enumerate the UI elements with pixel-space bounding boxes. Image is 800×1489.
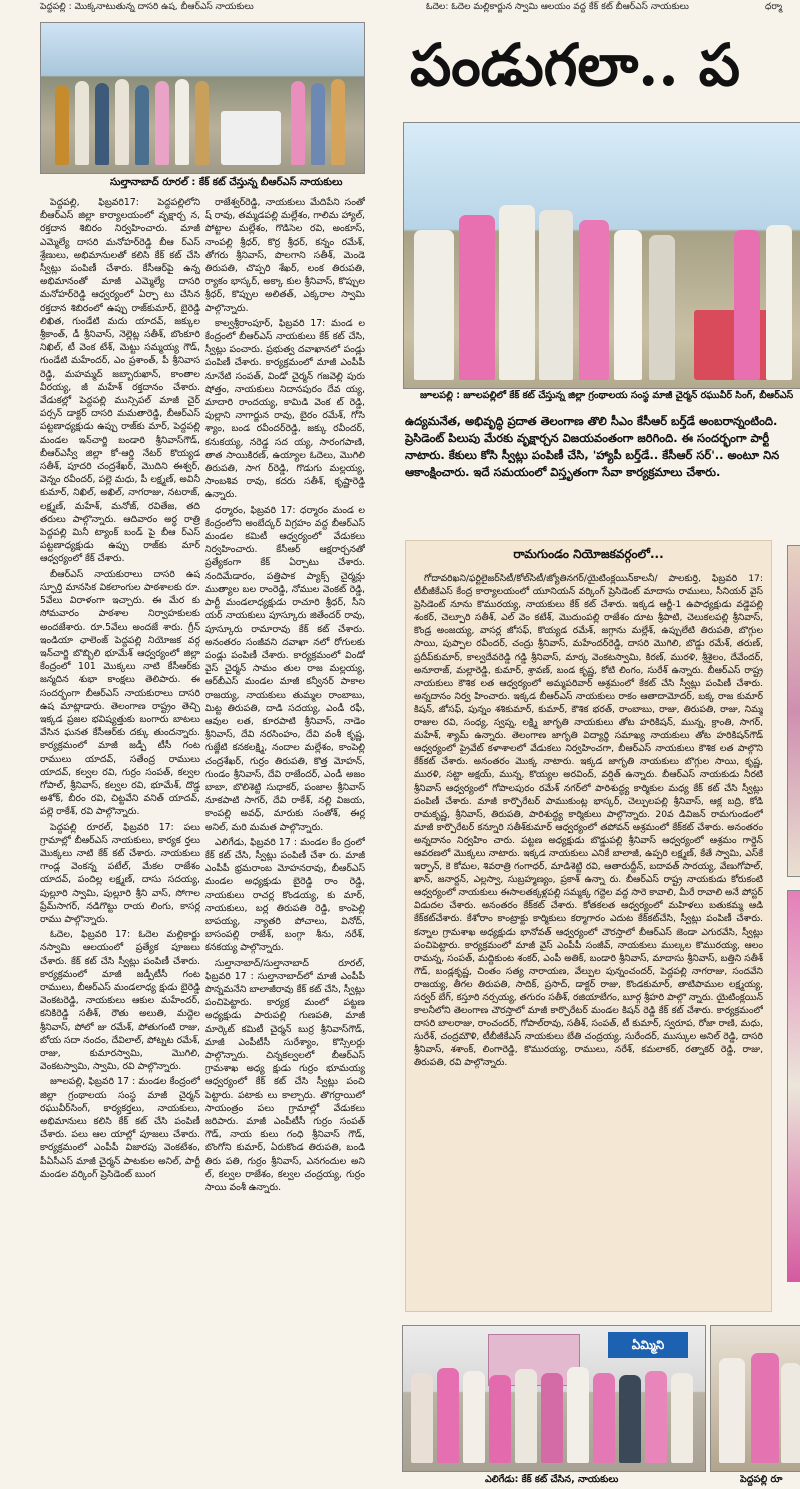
page-top-captions	[0, 0, 800, 14]
left-photo-caption: సుల్తానాబాద్ రూరల్ : కేక్ కట్ చేస్తున్న బీఆర్ఎస్ నాయకులు	[110, 177, 343, 188]
lead-line: ఆకాంక్షించారు. ఇదే సమయంలో విస్తృతంగా సేవా కార్యక్రమాలు చేశారు.	[405, 465, 721, 479]
col1-paragraph: బీఆర్ఎస్ నాయకురాలు దాసరి ఉష స్ఫూర్తి మానసిక వికలాంగుల పాఠశాలకు రూ. 5వేలు విరాళంగా ఇచ్చారు. ఈ మేర కు సోమవారం పాఠశాల నిర్వాహకులకు అందజేశారు. రూ.5వేలు అందజే శారు. గ్రీన్ ఇండియా ఛాలెంజ్ పెద్దపల్లి నియోజక వర్గ ఇన్‌చార్జి బొబ్బిలి భూమేశ్ ఆధ్వర్యంలో జిల్లా కేంద్రంలో 101 మొక్కలు నాటి కేసీఆర్‌కు జన్మదిన శుభా కాంక్షలు తెలిపారు. ఈ సందర్భంగా బీఆర్ఎస్ నాయకురాలు దాసరి ఉష మాట్లాడారు. తెలంగాణ రాష్ట్రం తెచ్చి ఇక్కడ ప్రజల భవిష్యత్తుకు బంగారు బాటలు వేసిన ఘనత కేసీఆర్‌కు దక్కు తుందన్నారు. కార్యక్రమంలో మాజీ జడ్పీ టీసీ గంట రాములు యాదవ్, సతేంద్ర రాములు యాదవ్, కల్వల రవి, గుర్రం సంపత్, కల్వల గోపాల్, శ్రీనివాస్, కల్వల రవి, భూమేశ్, దొడ్డ అశోక్, బీరం రవి, చిట్టవేని వనిత్ యాదవ్, పల్లె రాకేశ్, రవి పాల్గొన్నారు.	[40, 568, 200, 818]
col1-paragraph: జూలపల్లి, ఫిబ్రవరి 17 : మండల కేంద్రంలో జిల్లా గ్రంథాలయ సంస్థ మాజీ చైర్మన్ రఘువీర్‌సింగ్, కార్యకర్తలు, నాయకులు, అభిమానులు కలిసి కేక్ కట్ చేసి పంపిణీ చేశారు. పలు ఆల యాల్లో పూజలు చేశారు. కార్యక్రమంలో ఎంపీపీ విజారపు వెంకటేశం, పీఏసీఎస్ మాజీ చైర్మన్ పాటకుల అనిల్, పార్టీ మండల వర్కింగ్ ప్రెసిడెంట్ బుంగ	[40, 1076, 200, 1180]
col2-paragraph: ఎలిగేడు, ఫిబ్రవరి 17 : మండల కేం ద్రంలో కేక్ కట్ చేసి, స్వీట్లు పంపిణీ చేశా రు. మాజీ ఎంపీపీ భ్రమరాంబ మోహనరావు, బీఆర్ఎస్ మండల అధ్యక్షుడు బైరెడ్డి రాం రెడ్డి, నాయకులు రాచర్ల కొండయ్య, కు మార్, నాయకులు, బర్ల తిరుపతి రెడ్డి, కాంపెల్లి బాపయ్య, న్యాతరి పోచాలు, వినోద్, బాసంపల్లి రాజేశ్, బంగ్గా శీను, నరేశ్, కనకయ్య పాల్గొన్నారు.	[205, 836, 365, 954]
lead-line: నాటారు. కేకులు కోసి స్వీట్లు పంపిణీ చేసి, 'హ్యాపీ బర్త్‌డే.. కేసీఆర్ సర్'.. అంటూ నిన	[405, 448, 780, 462]
col1-paragraph: పెద్దపల్లి రూరల్, ఫిబ్రవరి 17: పలు గ్రామాల్లో బీఆర్ఎస్ నాయకులు, కార్యక ర్తలు మొక్కలు నాటి కేక్ కట్ చేశారు. నాయకులు గాండ్ల వెంకన్న పటేల్, మేకల రాజేశం యాదవ్, పందిల్ల లక్ష్మణ్, దాసు సదయ్య, పుల్లూరి స్వామి, పుల్లూరి శ్రీని వాస్, సోగాల ప్రేమ్‌సాగర్, నడిగొట్టు రాయ లింగు, కాసర్ల రాము పాల్గొన్నారు.	[40, 821, 200, 925]
left-photo	[40, 22, 365, 174]
top-caption-center: ఓదెల: ఓదెల మల్లికార్జున స్వామి ఆలయం వద్ద కేక్ కట్ బీఆర్ఎస్ నాయకులు	[426, 2, 689, 12]
col1-paragraph: ఓదెల, ఫిబ్రవరి 17: ఓదెల మల్లికార్జు నస్వామి ఆలయంలో ప్రత్యేక పూజలు చేశారు. కేక్ కట్ చేసి స్వీట్లు పంపిణీ చేశారు. కార్యక్రమంలో మాజీ జడ్పీటీసీ గంట రాములు, బీఆర్ఎస్ మండలాధ్య క్షుడు బైరెడ్డి వెంకటరెడ్డి, నాయకులు ఆకుల మహేందర్, కనికిరెడ్డి సతీశ్, రౌతు అలుతి, మద్దెల శ్రీనివాస్, పోలో జు రమేశ్, పోతుగంటి రాజు, బోయ సదా నందం, దేవిలాల్, పోట్నట రమేశ్, రాజు, కుమారస్వామి, మొగిలి, వెంకటస్వామి, స్వామి, రవి పాల్గొన్నారు.	[40, 929, 200, 1073]
top-caption-left: పెద్దపల్లి : మొక్కనాటుతున్న దాసరి ఉష, బీఆర్ఎస్ నాయకులు	[40, 2, 254, 12]
shop-signboard: ఏమ్మిని	[608, 1332, 688, 1358]
main-photo-caption: జూలపల్లి : జూలపల్లిలో కేక్ కట్ చేస్తున్న జిల్లా గ్రంథాలయ సంస్థ మాజీ చైర్మన్ రఘువీర్ సింగ్, బీఆర్ఎస్	[420, 390, 794, 401]
col2-paragraph: సుల్తానాబాద్/సుల్తానాబాద్ రూరల్, ఫిబ్రవరి 17 : సుల్తానాబాద్‌లో మాజీ ఎంపీపీ పొన్నమనేని బాలాజీరావు కేక్ కట్ చేసి, స్వీట్లు పంచిపెట్టారు. కార్యక్ర మంలో పట్టణ అధ్యక్షుడు పారుపల్లి గుణపతి, మాజీ మార్కెట్ కమిటీ చైర్మన్ బుర్ర శ్రీనివాస్‌గౌడ్, మాజీ ఎంపీటీసీ సురేశ్యాం, కొస్సిలర్లు పాల్గొన్నారు. చిన్నకల్వలలో బీఆర్ఎస్ గ్రామశాఖ అధ్య క్షుడు గుర్రం భూమయ్య ఆధ్వర్యంలో కేక్ కట్ చేసి స్వీట్లు పంచి పెట్టారు. పటాకు లు కాల్చారు. తొగర్రాయిలో సాయంత్రం పలు గ్రామాల్లో వేడుకలు జరిపారు. మాజీ ఎంపీటీసీ గుర్రం సంపత్ గౌడ్, నాయ కులు గంధి శ్రీనివాస్ గౌడ్, బొంగోని కుమార్, ఏరుకొండ తిరుపతి, బండి తిరు పతి, గుర్రం శ్రీనివాస్, ఎనగందుల అని ల్, కల్వల రాజేశం, కల్వల చంద్రయ్య, గుర్రం సాయి వంశీ ఉన్నారు.	[205, 957, 365, 1194]
col2-paragraph: ధర్మారం, ఫిబ్రవరి 17: ధర్మారం మండ ల కేంద్రంలోని అంబేద్కర్ విగ్రహం వద్ద బీఆర్ఎస్ మండల కమిటీ ఆధ్వర్యంలో వేడుకలు నిర్వహించారు. కేసీఆర్ ఆక్షరార్చనతో ప్రత్యేకంగా కేక్ ఏర్పాటు చేశారు. నందిమేడారం, పత్తిపాక ప్యాక్స్ చైర్మన్లు ముత్యాల బల రాంరెడ్డి, నోముల వెంకట్ రెడ్డి, పార్టీ మండలాధ్యక్షుడు రాచూరి శ్రీధర్, సీని యర్ నాయకులు పూస్కూరు జితేందర్ రావు, పూస్కూరు రామారావు కేక్ కట్ చేశారు. అనంతరం సంజీవని దవాఖా నలో రోగులకు పండ్లు పంపిణీ చేశారు. కార్యక్రమంలో విండో వైస్ చైర్మన్ సామం తుల రాజ మల్లయ్య, ఆర్‌బీఎస్ మండల మాజీ కన్వీనర్ పాకాల రాజయ్య, నాయకులు తుమ్మల రాంబాబు, మిట్ట తిరుపతి, దాడి సదయ్య, ఎండీ రఫీ, ఆవుల లత, కూరపాటి శ్రీనివాస్, నాడెం శ్రీనివాస్, దేవి నరసింహం, దేవి వంశీ కృష్ణ, గుజ్జేటి కనకలక్ష్మి, నందాల మల్లేశం, కాంపెల్లి చంద్రశేఖర్, గుర్రం తిరుపతి, కొత్త మోహన్, గుండం శ్రీనివాస్, దేవి రాజేందర్, ఎండీ అజం బాబా, బొలిశెట్టి సుధాకర్, పంజాల శ్రీనివాస్ నూకపాటి సాగర్, దేవి రాకేశ్, నల్లి విజయ, కాంపల్లి అవధ్, మారుకు సంతోశ్, ఈర్ల అనిల్, మరి మమత పాల్గొన్నారు.	[205, 504, 365, 833]
col2-paragraph: కాల్వశ్రీరాంపూర్, ఫిబ్రవరి 17: మండ ల కేంద్రంలో బీఆర్ఎస్ నాయకులు కేక్ కట్ చేసి, స్వీట్లు పంచారు. ప్రభుత్వ దవాఖానలో పండ్లు పంపిణీ చేశారు. కార్యక్రమంలో మాజీ ఎంపీపీ నూనేటి సంపత్, విండో చైర్మన్ గజవెల్లి పురు షోత్తం, నాయకులు నిదానపురం దేవ య్య, మాదారి రాందయ్య, కామిడి వెంక ట్ రెడ్డి, పుల్లాని నాగార్జున రావు, బైరం రమేశ్, గోసి శ్యాం, బండ రవీందర్‌రెడ్డి, జక్కు రవీందర్, కనుకయ్య, నరెడ్డ సద య్య, సారంగపాణి, తాత సాయికిరణ్, ఉయ్యాల ఓదెలు, మొగిలి తిరుపతి, సాగ ర్‌రెడ్డి, గొడుగు మల్లయ్య, సాంబశివ రావు, కదరు సతీశ్, కృష్ణారెడ్డి ఉన్నారు.	[205, 317, 365, 501]
main-headline: పండుగలా.. ప	[410, 31, 740, 99]
lead-paragraph	[405, 413, 800, 523]
article-column-1	[40, 196, 200, 1486]
main-photo	[403, 122, 800, 389]
box-paragraph: గోదావరిఖని/ఫర్టిలైజర్‌సిటీ/కోల్‌సిటీ/జ్యోతినగర్/యైటింక్లయిన్‌కాలనీ/ పాలకుర్తి, ఫిబ్రవరి 17: టీబీజీకేఎస్ కేంద్ర కార్యాలయంలో యూనియన్ వర్కింగ్ ప్రెసిడెంట్ మాదాసు రాములు, సీనియర్ వైస్ ప్రెసిడెంట్ నూను కొమురయ్య, నాయకులు కేక్ కట్ చేశారు. ఇక్కడ ఆర్జీ-1 ఉపాధ్యక్షుడు వడ్డెపల్లి శంకర్, చెల్పూరి సతీశ్, ఎల్ వెం కటేశ్, మొదుంపల్లి రాజేశం దూట శ్రీపాటి, చెలుకలపల్లి శ్రీనివాస్, కొండ్ర అంజయ్య, వాసర్ల జోసఫ్, కొయ్యడ రమేశ్, జగ్గాను మల్లేశ్, ఉప్పులేటి తిరుపతి, బొగ్గుల సాయి, పుప్పాల రవీందర్, చంద్రు శ్రీనివాస్, మహేందర్‌రెడ్డి, దాసరి మొగిలి, బొడ్డు రమేశ్, తరుణ్, ప్రదీప్‌కుమార్, కాల్వదేవరెడ్డి గడ్డి శ్రీనివాస్, మార్క వెంకటస్వామి, కిరణ్, మురళి, శ్రీశైలం, దేవేందర్, అనూరాజ్, మల్లారెడ్డి, కుమార్, శ్రావణ్, బండ కృష్ణ, కోటి లింగం, సురేశ్ ఉన్నారు. బీఆర్ఎస్ రాష్ట్ర నాయకులు కౌశిక లత ఆధ్వర్యంలో అమ్మపరివార్ ఆశ్రమంలో కేకట్ చేసి స్వీట్లు పంపిణీ చేశారు. అన్నదానం నిర్వ హించారు. ఇక్కడ బీఆర్ఎస్ నాయకులు రాకం ఆతాదామోదర్, బక్క రాజ కుమార్ కిషన్, జోసఫ్, పున్నం శశికుమార్, కుమార్, కౌశిక భరత్, రాంబాబు, రాజు, తిరుపతి, రాజు, నిమ్మ రాజుల రవి, సంధ్య, స్వప్న, లక్ష్మి జాగృతి నాయకులు తోట హరికిషన్, మున్న, క్రాంతి, సాగర్, మహేశ్, శ్యామ్ ఉన్నారు. తెలంగాణ జాగృతి విద్యార్థి సమాఖ్య నాయకులు తోట హరికిషన్‌గౌడ్ ఆధ్వర్యంలో ప్రైవేట్ కళాశాలలో వేడుకలు నిర్వహించగా, బీఆర్ఎస్ నాయకులు కౌశిక లత పాల్గొని కేక్‌కట్ చేశారు. అనంతరం మొక్క నాటారు. ఇక్కడ జాగృతి నాయకులు బొగ్గుల సాయి, కృష్ణ, మురళి, సట్టా అక్షయ్, మున్న, కొయ్యల అరవింద్, వర్షిత్ ఉన్నారు. బీఆర్ఎస్ నాయకుడు నీరటి శ్రీనివాస్ ఆధ్వర్యంలో గోపాలపురం రమేశ్ నగర్‌లో పారిశుద్ధ్య కార్మికుల మధ్య కేక్ కట్ చేసి స్వీట్లు పంపిణీ చేశారు. మాజీ కార్పొరేటర్ పాముకుంట్ల భాస్కర్, చెల్పులపల్లి శ్రీనివాస్, ఆక్ల బద్రి, కోడి రామకృష్ణ, శ్రీనివాస్, తిరుపతి, పారిశుద్ధ్య కార్మికులు పాల్గొన్నారు. 20వ డివిజన్ రామగుండంలో మాజీ కార్పొరేటర్ కన్నూరి సతీశ్‌కుమార్ ఆధ్వర్యంలో తపోవన్ ఆశ్రమంలో కేక్‌కట్ చేశారు. అనంతరం అన్నదానం నిర్వహిం చారు. పట్టణ అధ్యక్షుడు బొడ్డుపల్లి శ్రీనివాస్ ఆధ్వర్యంలో ఆశ్రమం గార్డెన్ ఆవరణలో మొక్కలు నాటారు. ఇక్కడ నాయకులు ఎనికే బాలాజీ, ఉప్పరి లక్ష్మణ్, కేతే స్వామి, ఎస్‌కే ఇర్ఫాన్, కె కోమల, శివరాత్రి గంగాధర్, మాడిశెట్టి రవి, ఆతారుద్దీన్, బదావత్ సారయ్య, వేణుగోపాల్, ఖాన్, జనార్దన్, ఎల్లస్వా, సుబ్రహ్మణ్యం, ప్రకాశ్ ఉన్నా రు. బీఆర్ఎస్ రాష్ట్ర నాయకుడు కోరుకంటి ఆధ్వర్యంలో నాయకులు ఈసాలతక్కళ్లపల్లి సమ్మక్క గద్దెల వద్ద సారె కావాలి, మీరే రావాలి అనే పోస్టర్ విడుదల చేశారు. అనంతరం కేక్‌కట్ చేశారు. కోతకలత ఆధ్వర్యంలో మహిళలు బతుకమ్మ ఆడి కేక్‌కట్‌చేశారు. కేశోరాం కాంట్రాక్టు కార్మికులు కర్మాగారం ఎదుట కేక్‌కట్‌చేసి, స్వీట్లు పంపిణీ చేశారు. కన్నాల గ్రామశాఖ అధ్యక్షుడు భానోవత్ ఆధ్వర్యంలో చౌరస్తాలో బీఆర్ఎస్ జెండా ఎగురవేసి, స్వీట్లు పంచిపెట్టారు. కార్యక్రమంలో మాజీ వైస్ ఎంపీపీ సంజీవ్, నాయకులు ముల్కల కొమురయ్య, ఆలం రామన్న, సంపత్, మద్దికుంట శంకర్, ఎంపీ అతిక్, బండారి శ్రీనివాస్, మాదాసు శ్రీనివాస్, బత్తిని సతీశ్ గౌడ్, బండ్లకృష్ణ, చింతం సత్య నారాయణ, వేల్పుల పున్నంచందర్, పెద్దపల్లి నాగరాజు, సందవేని రాజయ్య, తీగల తిరుపతి, సాదిక్, ప్రసాద్, డాక్టర్ రాజు, కొండకుమార్, తాటిపాముల లక్ష్మయ్య, సర్వర్ బేగ్, కస్తూరి నర్సయ్య, తగురం సతీశ్, రజియాబేగం, బూర్గ శ్రీహరి పాల్గొ న్నారు. యైటింక్లయిన్ కాలనీలోని తెలంగాణ చౌరస్తాలో మాజీ కార్పొరేటర్ మండల కిషన్ రెడ్డి కేక్ కట్ చేశారు. కార్యక్రమంలో దాసరి బాలరాజు, రాంచందర్, గోపాల్‌రావు, సతీశ్, సంపత్, టీ కుమార్, స్వరూప, రోజా రాణి, మధు, సురేశ్, చంద్రమౌళి, టీబీజీకేఎస్ నాయకులు బేతి చంద్రయ్య, సురేందర్, ముస్కుల అనిల్ రెడ్డి, దాసరి శ్రీనివాస్, శశాంక్, లింగారెడ్డి, కొమురయ్య, రాములు, నరేశ్, కమలాకర్, రత్నాకర్ రెడ్డి, రాజు, తిరుపతి, రవి పాల్గొన్నారు.	[414, 573, 763, 1069]
ramagundam-box	[405, 540, 772, 1312]
bottom-right-photo	[710, 1325, 800, 1472]
lead-line: ఉద్యమనేత, అభివృద్ధి ప్రదాత తెలంగాణ తొలి సీఎం కేసీఆర్ బర్త్‌డే అంబరాన్నంటింది.	[405, 414, 778, 428]
box-body	[414, 572, 763, 1072]
right-edge-photo-1	[787, 545, 800, 877]
right-edge-photo-2	[787, 890, 800, 1282]
lead-line: ప్రెసిడెంట్ పిలుపు మేరకు వృక్షార్చన విజయవంతంగా జరిగింది. ఈ సందర్భంగా పార్టీ	[405, 431, 770, 445]
top-caption-right: ధర్మా	[765, 2, 783, 12]
bottom-middle-caption: ఎలిగేడు: కేక్ కట్ చేసిన, నాయకులు	[485, 1474, 619, 1485]
bottom-right-caption: పెద్దపల్లి రూ	[740, 1474, 783, 1485]
box-title: రామగుండం నియోజకవర్గంలో...	[513, 547, 664, 561]
col2-paragraph: రాజేశ్వర్‌రెడ్డి, నాయకులు మేదిపేని సంతో ష్ రావు, తమ్మడపల్లి మల్లేశం, గాలిమ హ్యాల్, పోట్టాల మల్లేశం, గొడిసెల రవి, అంకూస్, నాంపల్లి శ్రీధర్, కొర్ర శ్రీధర్, కన్నం రమేశ్, తోగరు శ్రీనివాస్, పొలగాని సతీశ్, మెండె తిరుపతి, చొప్పరి శేఖర్, లంక తిరుపతి, ర్యాకం భాస్కర్, అక్కా కుల శ్రీనివాస్, కొప్పుల శ్రీధర్, కొప్పుల అలితత్, ఎక్కరాల స్వామి పాల్గొన్నారు.	[205, 197, 365, 314]
col1-paragraph: పెద్దపల్లి, ఫిబ్రవరి17: పెద్దపల్లిలోని బీఆర్ఎస్ జిల్లా కార్యాలయంలో వృక్షార్చ న, రక్తదాన శిబిరం నిర్వహించారు. మాజీ ఎమ్మెల్యే దాసరి మనోహర్‌రెడ్డి బీఆ ర్ఎస్ శ్రేణులు, అభిమానులతో కలిసి కేక్ కట్ చేసి స్వీట్లు పంపిణీ చేశారు. కేసీఆర్‌పై ఉన్న అభిమానంతో మాజీ ఎమ్మెల్యే దాసరి మనోహర్‌రెడ్డి ఆధ్వర్యంలో ఏర్పా టు చేసిన రక్తదాన శిబిరంలో ఉప్పు రాజ్‌కుమార్, బైరెడ్డి లిఖిత, గుండేటి మదు యాదవ్, జక్కుల శ్రీకాంత్, డీ శ్రీనివాస్, నెల్లెట్ల సతీశ్, బొంకూరి నిఖిల్, టీ వెంక టేశ్, మెట్టు సమ్మయ్య గౌడ్, గుండేటి మహేందర్, ఎం ప్రశాంత్, పీ శ్రీనివాస రెడ్డి, మహమ్మద్ జబ్బారుఖాన్, కాంతాల వీరయ్య, జీ మహేశ్ రక్తదానం చేశారు. వేడుకల్లో పెద్దపల్లి మున్సిపల్ మాజీ చైర్ పర్సన్ డాక్టర్ దాసరి మమతారెడ్డి, బీఆర్ఎస్ పట్టణాధ్యక్షుడు ఉప్పు రాజ్‌కు మార్, పెద్దపల్లి మండల ఇన్‌చార్జి బండారి శ్రీనివాస్‌గౌడ్, బీఆర్ఎస్వీ జిల్లా కో-ఆర్డి నేటర్ కొయ్యడ సతీశ్, పూదరి చంద్రశేఖర్, మొదిని ఈశ్వర్, వెన్నం రవీందర్, పల్లె మధు, పీ లక్ష్మణ్, అవినీ కుమార్, నిఖిల్, అఖిల్, నాగరాజు, నటరాజ్, లక్ష్మణ్, మహేశ్, మనోజ్, రవితేజ, తది తరులు పాల్గొన్నారు. ఆదివారం అర్ధ రాత్రి పెద్దపల్లి మినీ ట్యాంక్ బండ్ పై బీఆ ర్ఎస్ పట్టణాధ్యక్షుడు ఉప్పు రాజ్‌కు మార్ ఆధ్వర్యంలో కేక్ చేశారు.	[40, 197, 200, 565]
article-column-2	[205, 196, 365, 1486]
bottom-middle-photo	[402, 1325, 706, 1472]
